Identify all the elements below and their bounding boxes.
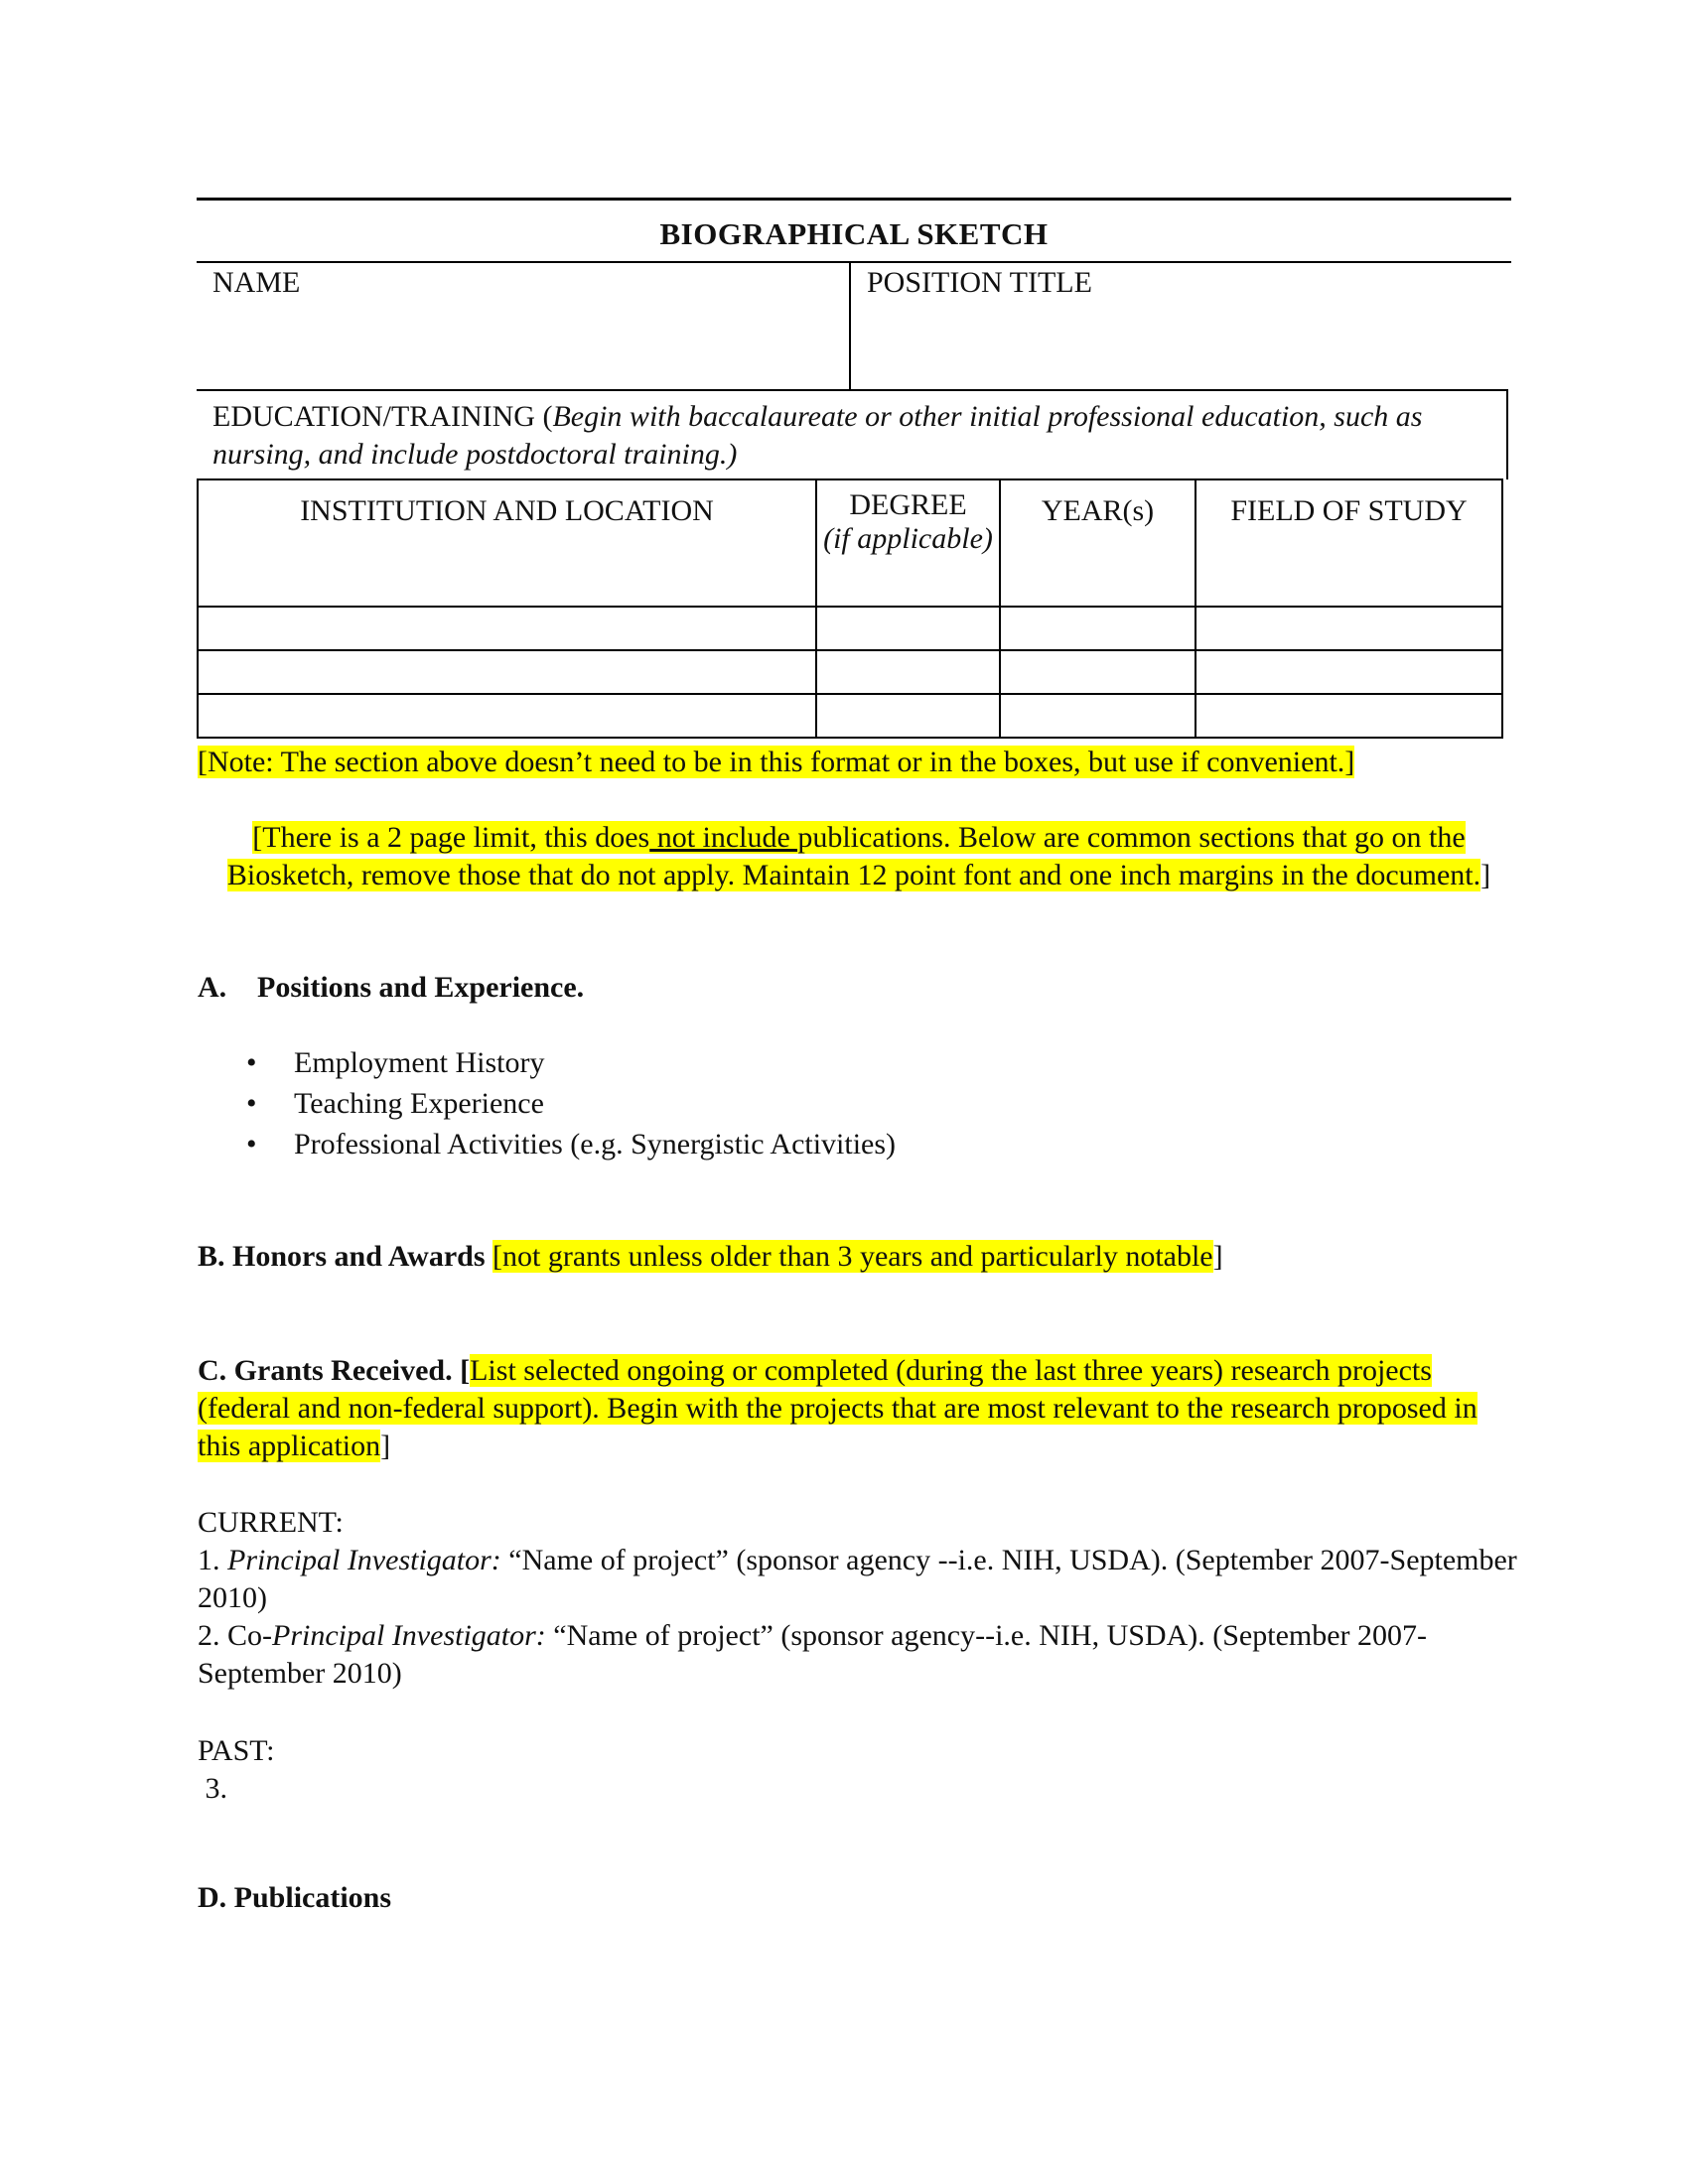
table-row: [198, 607, 1502, 650]
education-table-header: [198, 479, 1502, 607]
positions-list: [246, 1042, 896, 1164]
table-cell[interactable]: [1196, 694, 1502, 738]
bullet-icon: •: [246, 1046, 257, 1079]
col-degree-note: (if applicable): [823, 522, 993, 555]
table-row: [198, 650, 1502, 694]
position-title-field-label: POSITION TITLE: [867, 266, 1092, 299]
list-item: • Professional Activities (e.g. Synergistic Activities): [246, 1124, 896, 1164]
bullet-icon: •: [246, 1128, 257, 1160]
table-cell[interactable]: [198, 650, 816, 694]
page-limit-note: [There is a 2 page limit, this does not include publications. Below are common sections that go on the Biosketch, remove those that do not apply. Maintain 12 point font and one inch margins in the document.]: [226, 821, 1491, 891]
current-grants: [198, 1504, 1528, 1693]
col-degree-label: DEGREE: [849, 488, 967, 521]
table-cell[interactable]: [1000, 694, 1196, 738]
col-field: FIELD OF STUDY: [1196, 479, 1502, 607]
table-cell[interactable]: [198, 694, 816, 738]
table-cell[interactable]: [816, 607, 1000, 650]
current-label: CURRENT:: [198, 1506, 344, 1539]
table-cell[interactable]: [1000, 650, 1196, 694]
past-grants: [198, 1732, 274, 1808]
education-table: [197, 478, 1503, 739]
table-cell[interactable]: [816, 650, 1000, 694]
table-cell[interactable]: [1196, 650, 1502, 694]
section-c-heading: C. Grants Received. [List selected ongoing or completed (during the last three years) research projects (federal and non-federal support). Begin with the projects that are most relevant to the research proposed in this application]: [198, 1354, 1477, 1462]
bullet-icon: •: [246, 1087, 257, 1120]
col-years: YEAR(s): [1000, 479, 1196, 607]
top-rule: [197, 198, 1511, 201]
section-a-heading: A. Positions and Experience.: [198, 971, 585, 1004]
section-d-heading: D. Publications: [198, 1881, 392, 1914]
education-instructions: [212, 398, 1493, 474]
table-row: [198, 694, 1502, 738]
table-cell[interactable]: [816, 694, 1000, 738]
format-note: [Note: The section above doesn’t need to be in this format or in the boxes, but use if convenient.]: [198, 746, 1355, 778]
table-cell[interactable]: [1000, 607, 1196, 650]
grant-item-1: 1. Principal Investigator: “Name of project” (sponsor agency --i.e. NIH, USDA). (September 2007-September 2010): [198, 1544, 1517, 1614]
name-field-label: NAME: [212, 266, 301, 299]
page-title: BIOGRAPHICAL SKETCH: [659, 216, 1049, 251]
grant-item-3: 3.: [198, 1772, 227, 1805]
col-degree: [816, 479, 1000, 607]
section-b-heading: B. Honors and Awards [not grants unless older than 3 years and particularly notable]: [198, 1240, 1223, 1273]
list-item: • Teaching Experience: [246, 1083, 896, 1124]
grant-item-2: 2. Co-Principal Investigator: “Name of project” (sponsor agency--i.e. NIH, USDA). (September 2007-September 2010): [198, 1619, 1428, 1690]
list-item: • Employment History: [246, 1042, 896, 1083]
table-cell[interactable]: [1196, 607, 1502, 650]
education-instruction: Begin with baccalaureate or other initial professional education, such as nursing, and include postdoctoral training.): [212, 400, 1423, 471]
table-cell[interactable]: [198, 607, 816, 650]
col-institution: INSTITUTION AND LOCATION: [198, 479, 816, 607]
title-rule: [197, 261, 1511, 263]
name-position-divider: [849, 262, 851, 389]
education-label: EDUCATION/TRAINING (: [212, 400, 553, 433]
past-label: PAST:: [198, 1734, 275, 1767]
